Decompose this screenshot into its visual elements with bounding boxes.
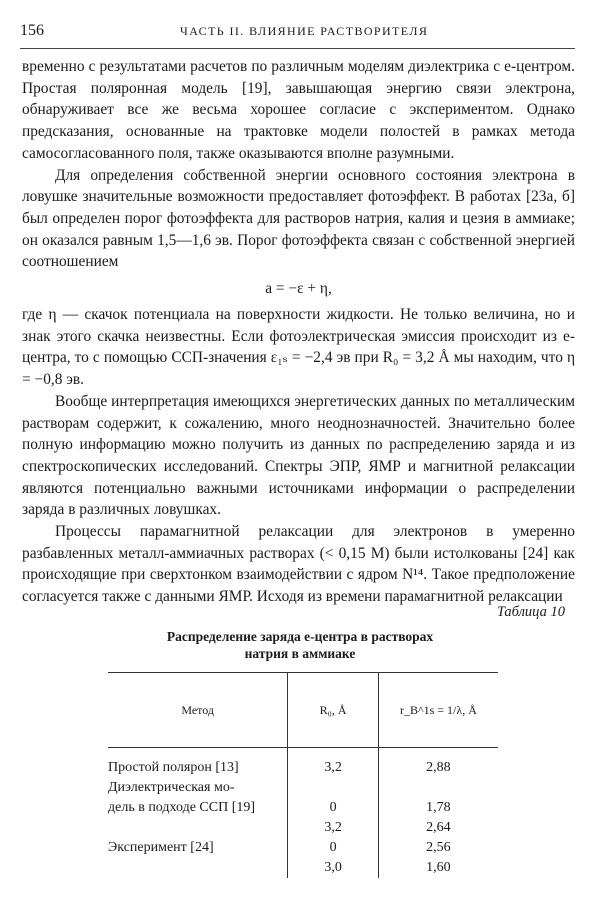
table-caption (100, 628, 500, 662)
table-row (108, 838, 498, 858)
cell-rb: 2,56 (426, 840, 451, 855)
table-caption-line-2: натрия в аммиаке (244, 646, 356, 661)
table-row (108, 778, 498, 798)
body-text (22, 56, 575, 608)
table-row (108, 748, 498, 779)
header-rb: r_B^1s = 1/λ, Å (378, 673, 498, 748)
paragraph-3: где η — скачок потенциала на поверхности жидкости. Не только величина, но и знак этого скачка неизвестны. Если фотоэлектрическая эмиссия происходит из e-центра, то с помощью ССП-значения ε₁ₛ = −2,4 эв при R₀ = 3,2 Å мы находим, что η = −0,8 эв. (22, 306, 575, 389)
header-rule (20, 48, 575, 49)
table-caption-line-1: Распределение заряда e-центра в растворах (166, 629, 434, 644)
cell-rb: 2,64 (426, 820, 451, 835)
header-method: Метод (108, 673, 288, 748)
cell-method (108, 818, 288, 838)
cell-r0: 0 (288, 798, 379, 818)
table-header-row (108, 673, 498, 748)
header-r0: R₀, Å (288, 673, 379, 748)
formula: a = −ε + η, (265, 280, 332, 298)
paragraph-2: Для определения собственной энергии основного состояния электрона в ловушке значительные возможности предоставляет фотоэффект. В работах [23а, б] был определен порог фотоэффекта для растворов натрия, калия и цезия в аммиаке; он оказался равным 1,5—1,6 эв. Порог фотоэффекта связан с собственной энергией соотношением (22, 166, 575, 271)
paragraph-5: Процессы парамагнитной релаксации для электронов в умеренно разбавленных металл-аммиачных растворах (< 0,15 M) были истолкованы [24] как происходящие при сверхтонком взаимодействии с ядром N¹⁴. Такое предположение согласуется также с данными ЯМР. Исходя из времени парамагнитной релаксации (22, 523, 575, 606)
cell-method: Простой полярон [13] (108, 748, 288, 779)
cell-rb: 2,88 (426, 760, 451, 775)
table-row (108, 858, 498, 878)
table-row (108, 818, 498, 838)
table-label: Таблица 10 (496, 604, 565, 620)
paragraph-1: временно с результатами расчетов по различным моделям диэлектрика с e-центром. Простая поляронная модель [19], завышающая энергию связи электрона, обнаруживает все же весьма хорошее согласие с экспериментом. Однако предсказания, основанные на трактовке модели полостей в рамках метода самосогласованного поля, также оказываются вполне разумными. (22, 58, 575, 162)
cell-rb: 1,78 (426, 800, 451, 815)
paragraph-4: Вообще интерпретация имеющихся энергетических данных по металлическим растворам содержит, к сожалению, много неоднозначностей. Значительно более полную информацию можно получить из данных по распределению заряда и из спектроскопических исследований. Спектры ЭПР, ЯМР и магнитной релаксации являются потенциально важными источниками информации о распределении заряда в различных ловушках. (22, 392, 575, 519)
page-number: 156 (20, 22, 44, 39)
cell-r0 (288, 778, 379, 798)
cell-r0: 3,0 (288, 858, 379, 878)
cell-method (108, 858, 288, 878)
page-header (20, 22, 575, 42)
cell-method: Эксперимент [24] (108, 838, 288, 858)
cell-method: дель в подходе ССП [19] (108, 798, 288, 818)
cell-r0: 3,2 (288, 818, 379, 838)
table-row (108, 798, 498, 818)
running-title: ЧАСТЬ II. ВЛИЯНИЕ РАСТВОРИТЕЛЯ (180, 24, 429, 38)
cell-rb (378, 778, 498, 798)
cell-method: Диэлектрическая мо- (108, 778, 288, 798)
cell-r0: 3,2 (288, 748, 379, 779)
cell-rb: 1,60 (426, 860, 451, 875)
cell-r0: 0 (288, 838, 379, 858)
data-table (108, 672, 498, 878)
